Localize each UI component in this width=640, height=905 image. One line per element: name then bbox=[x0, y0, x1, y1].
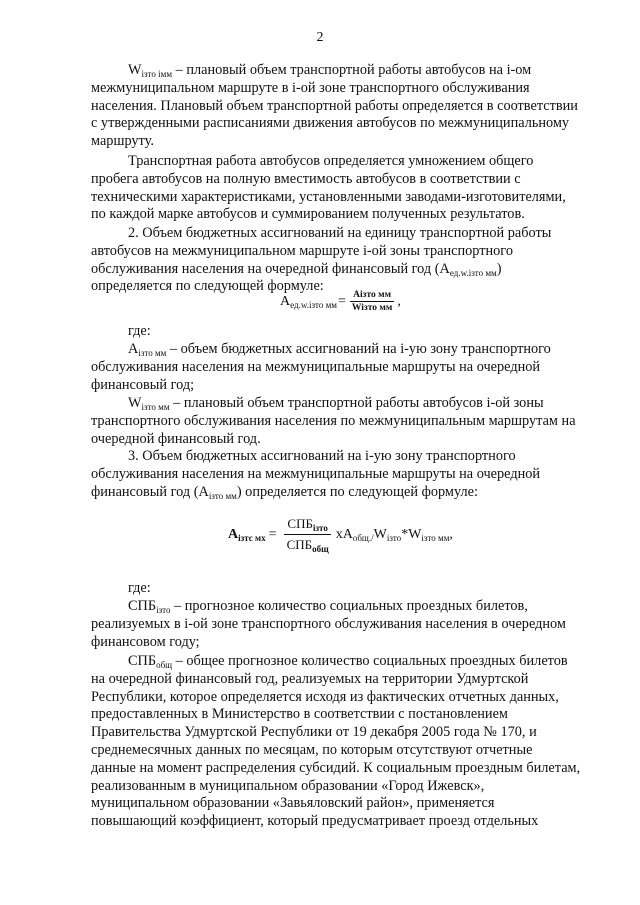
paragraph-w-zone-definition: $W_{iзто мм}$ – плановый объем транспортной работы автобусов i-ой зоны транспортного обслуживания населения по межмуниципальным маршрутам на очередной финансовый год. bbox=[91, 395, 576, 447]
formula-fraction: $\frac{\text{Аiзто мм}}{\text{Wiзто мм}}$ bbox=[351, 290, 393, 313]
paragraph-spb-zone-definition: $СПБ_{iзто}$ – прогнозное количество социальных проездных билетов, реализуемых в i-ой зоне транспортного обслуживания населения в очередном финансовом году; bbox=[91, 598, 566, 650]
paragraph-spb-total-definition: $СПБ_{общ}$ – общее прогнозное количество социальных проездных билетов на очередной финансовый год, реализуемых на территории Удмуртской Республики, которое определяется исходя из фактических отчетных данных, предоставленных в Министерство в соответствии с постановлением Правительства Удмуртской Республики от 19 декабря 2005 года № 170, и среднемесячных данных по месяцам, по которым отсутствуют отчетные данные на момент распределения субсидий. К социальным проездным билетам, реализованным в муниципальном образовании «Город Ижевск», муниципальном образовании «Завьяловский район», применяется повышающий коэффициент, который предусматривает проезд отдельных bbox=[91, 653, 581, 830]
paragraph-w-definition: $W_{iзто iмм}$ – плановый объем транспортной работы автобусов на i-ом межмуниципальном маршруте в i-ой зоне транспортного обслуживания населения. Плановый объем транспортной работы определяется в соответствии с утвержденными расписаниями движения автобусов по межмуниципальному маршруту. bbox=[91, 62, 578, 150]
formula-zone-allocation: А iзтс мх = $\frac{СПБ_{iзто}}{СПБ_{общ}}$ х А общ./ W iзто * W iзто мм , bbox=[228, 516, 453, 554]
page-number: 2 bbox=[316, 30, 324, 45]
paragraph-item-2: 2. Объем бюджетных ассигнований на единицу транспортной работы автобусов на межмуниципальном маршруте i-ой зоны транспортного обслуживания населения на очередной финансовый год $(А_{ед.w.iзто мм})$ определяется по следующей формуле: bbox=[91, 225, 552, 295]
where-label-1: где: bbox=[128, 323, 151, 339]
paragraph-transport-work: Транспортная работа автобусов определяется умножением общего пробега автобусов на полную вместимость автобусов в соответствии с техническими характеристиками, установленными заводами-изготовителями, по каждой марке автобусов и суммированием полученных результатов. bbox=[91, 153, 566, 223]
formula-fraction-spb: $\frac{СПБ_{iзто}}{СПБ_{общ}}$ bbox=[284, 516, 332, 553]
where-label-2: где: bbox=[128, 580, 151, 596]
paragraph-item-3: 3. Объем бюджетных ассигнований на i-ую зону транспортного обслуживания населения на межмуниципальные маршруты на очередной финансовый год $(А_{iзто мм})$ определяется по следующей формуле: bbox=[91, 448, 541, 501]
formula-unit-allocation: А ед.w.iзто мм = $\frac{\text{Аiзто мм}}{\text{Wiзто мм}}$ , bbox=[280, 290, 401, 313]
paragraph-a-definition: $А_{iзто мм}$ – объем бюджетных ассигнований на i-ую зону транспортного обслуживания населения на межмуниципальные маршруты на очередной финансовый год; bbox=[91, 341, 551, 393]
